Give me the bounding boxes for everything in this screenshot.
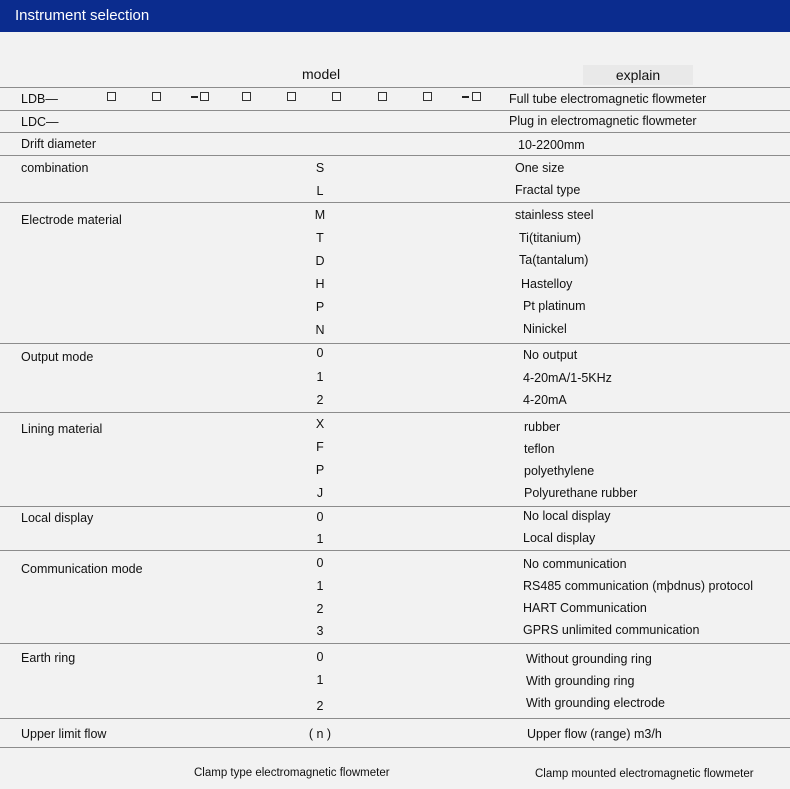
- upper-code: ( n ): [308, 727, 332, 741]
- divider: [0, 643, 790, 644]
- lining-explain: teflon: [524, 442, 555, 456]
- divider: [0, 202, 790, 203]
- electrode-explain: Hastelloy: [521, 277, 573, 291]
- display-explain: Local display: [523, 531, 596, 545]
- separator-dash: [462, 96, 469, 98]
- comm-explain: GPRS unlimited communication: [523, 623, 700, 637]
- drift-label: Drift diameter: [21, 137, 97, 151]
- display-explain: No local display: [523, 509, 611, 523]
- upper-explain: Upper flow (range) m3/h: [527, 727, 662, 741]
- combination-label: combination: [21, 161, 89, 175]
- lining-label: Lining material: [21, 422, 103, 436]
- earth-code: 2: [316, 699, 324, 713]
- electrode-code: M: [314, 208, 326, 222]
- model-slot-box: [332, 92, 341, 101]
- electrode-explain: Pt platinum: [523, 299, 586, 313]
- electrode-code: D: [315, 254, 325, 268]
- divider: [0, 343, 790, 344]
- ldc-explain: Plug in electromagnetic flowmeter: [509, 114, 697, 128]
- earth-explain: With grounding electrode: [526, 696, 665, 710]
- comm-code: 2: [316, 602, 324, 616]
- comm-code: 1: [316, 579, 324, 593]
- electrode-explain: stainless steel: [515, 208, 594, 222]
- combination-explain: One size: [515, 161, 565, 175]
- divider: [0, 132, 790, 133]
- lining-explain: polyethylene: [524, 464, 595, 478]
- ldb-explain: Full tube electromagnetic flowmeter: [509, 92, 707, 106]
- comm-code: 0: [316, 556, 324, 570]
- comm-explain: RS485 communication (mþdnus) protocol: [523, 579, 753, 593]
- model-slot-box: [152, 92, 161, 101]
- display-code: 1: [316, 532, 324, 546]
- comm-code: 3: [316, 624, 324, 638]
- display-code: 0: [316, 510, 324, 524]
- divider: [0, 506, 790, 507]
- lining-code: X: [315, 417, 325, 431]
- drift-explain: 10-2200mm: [518, 138, 585, 152]
- output-code: 1: [316, 370, 324, 384]
- footer-right-caption: Clamp mounted electromagnetic flowmeter: [535, 768, 754, 780]
- output-code: 0: [316, 346, 324, 360]
- earth-label: Earth ring: [21, 651, 76, 665]
- model-slot-box: [107, 92, 116, 101]
- model-header: model: [302, 66, 341, 82]
- electrode-code: N: [315, 323, 325, 337]
- page-title: Instrument selection: [15, 7, 150, 24]
- separator-dash: [191, 96, 198, 98]
- model-slot-box: [242, 92, 251, 101]
- electrode-code: T: [316, 231, 324, 245]
- upper-label: Upper limit flow: [21, 727, 107, 741]
- output-explain: 4-20mA/1-5KHz: [523, 371, 612, 385]
- divider: [0, 155, 790, 156]
- divider: [0, 110, 790, 111]
- title-bar: [0, 0, 790, 32]
- model-slot-box: [200, 92, 209, 101]
- lining-explain: Polyurethane rubber: [524, 486, 638, 500]
- output-explain: No output: [523, 348, 578, 362]
- electrode-explain: Ta(tantalum): [519, 253, 589, 267]
- electrode-code: H: [315, 277, 325, 291]
- lining-explain: rubber: [524, 420, 561, 434]
- output-explain: 4-20mA: [523, 393, 567, 407]
- combination-explain: Fractal type: [515, 183, 581, 197]
- display-label: Local display: [21, 511, 94, 525]
- model-slot-box: [287, 92, 296, 101]
- electrode-explain: Ti(titanium): [519, 231, 582, 245]
- lining-code: P: [315, 463, 325, 477]
- earth-code: 0: [316, 650, 324, 664]
- electrode-explain: Ninickel: [523, 322, 567, 336]
- explain-header: explain: [583, 65, 693, 85]
- model-slot-box: [378, 92, 387, 101]
- earth-explain: With grounding ring: [526, 674, 635, 688]
- comm-label: Communication mode: [21, 562, 143, 576]
- combination-code: L: [316, 184, 324, 198]
- electrode-code: P: [315, 300, 325, 314]
- output-label: Output mode: [21, 350, 94, 364]
- ldb-label: LDB—: [21, 92, 58, 106]
- combination-code: S: [315, 161, 325, 175]
- lining-code: J: [316, 486, 324, 500]
- ldc-label: LDC—: [21, 115, 59, 129]
- divider: [0, 550, 790, 551]
- earth-explain: Without grounding ring: [526, 652, 652, 666]
- divider: [0, 87, 790, 88]
- divider: [0, 718, 790, 719]
- model-slot-box: [423, 92, 432, 101]
- lining-code: F: [316, 440, 324, 454]
- electrode-label: Electrode material: [21, 213, 122, 227]
- divider: [0, 412, 790, 413]
- comm-explain: No communication: [523, 557, 627, 571]
- model-slot-box: [472, 92, 481, 101]
- earth-code: 1: [316, 673, 324, 687]
- comm-explain: HART Communication: [523, 601, 647, 615]
- footer-left-caption: Clamp type electromagnetic flowmeter: [194, 767, 390, 779]
- output-code: 2: [316, 393, 324, 407]
- divider: [0, 747, 790, 748]
